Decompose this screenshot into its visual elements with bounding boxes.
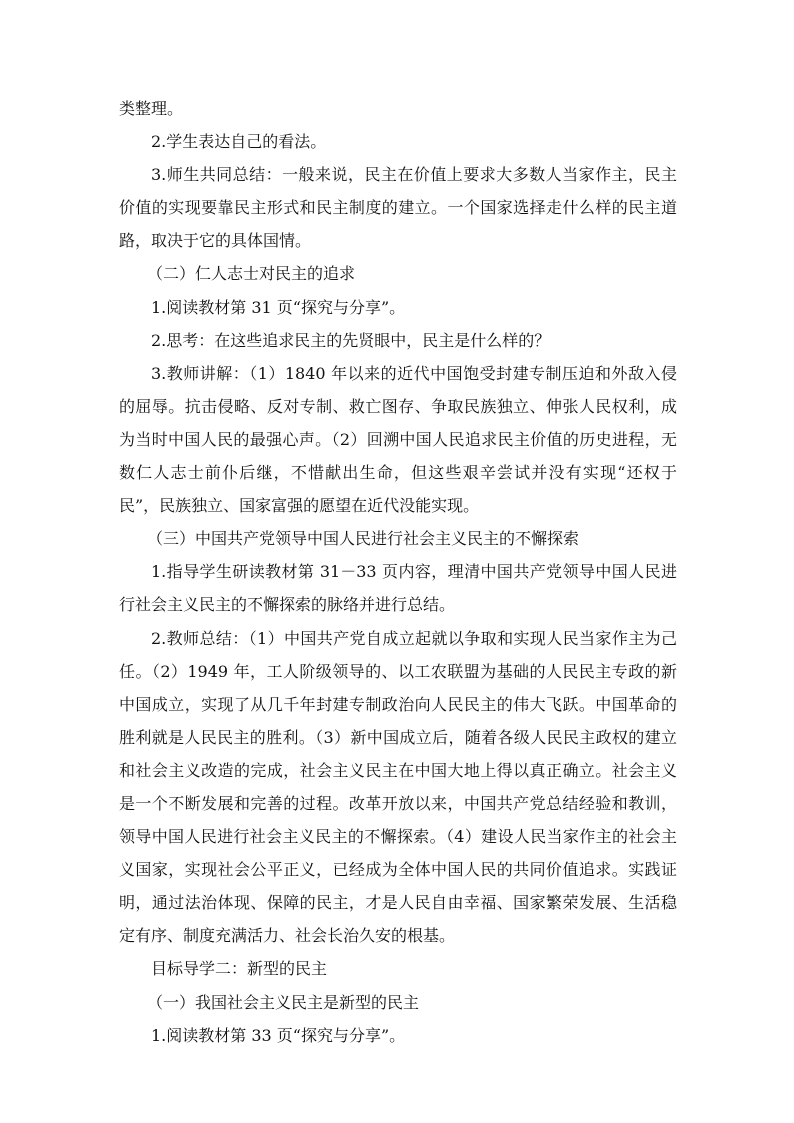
section-heading-new-type: （一）我国社会主义民主是新型的民主 (147, 992, 420, 1012)
section-heading-3: （三）中国共产党领导中国人民进行社会主义民主的不懈探索 (147, 529, 580, 549)
section-heading-2: （二）仁人志士对民主的追求 (147, 264, 356, 284)
paragraph-student-opinions: 2.学生表达自己的看法。 (151, 132, 327, 152)
paragraph-guide-study: 1.指导学生研读教材第 31－33 页内容，理清中国共产党领导中国人民进行社会主义民主的不懈探索的脉络并进行总结。 (119, 562, 677, 615)
paragraph-joint-summary: 3.师生共同总结：一般来说，民主在价值上要求大多数人当家作主，民主价值的实现要靠民主形式和民主制度的建立。一个国家选择走什么样的民主道路，取决于它的具体国情。 (119, 165, 677, 251)
paragraph-teacher-explanation: 3.教师讲解：（1）1840 年以来的近代中国饱受封建专制压迫和外敌入侵的屈辱。抗击侵略、反对专制、救亡图存、争取民族独立、伸张人民权利，成为当时中国人民的最强心声。（2）回溯中国人民追求民主价值的历史进程，无数仁人志士前仆后继，不惜献出生命，但这些艰辛尝试并没有实现“还权于民”，民族独立、国家富强的愿望在近代没能实现。 (119, 363, 677, 516)
document-body (119, 92, 677, 1052)
goal-heading-2: 目标导学二：新型的民主 (151, 959, 328, 979)
paragraph-read-textbook-31: 1.阅读教材第 31 页“探究与分享”。 (151, 297, 406, 317)
paragraph-read-textbook-33: 1.阅读教材第 33 页“探究与分享”。 (151, 1025, 406, 1045)
paragraph-think: 2.思考：在这些追求民主的先贤眼中，民主是什么样的？ (151, 330, 551, 350)
paragraph-continuation: 类整理。 (119, 99, 184, 118)
paragraph-teacher-summary: 2.教师总结：（1）中国共产党自成立起就以争取和实现人民当家作主为己任。（2）1949 年，工人阶级领导的、以工农联盟为基础的人民民主专政的新中国成立，实现了从几千年封建专制政治向人民民主的伟大飞跃。中国革命的胜利就是人民民主的胜利。（3）新中国成立后，随着各级人民民主政权的建立和社会主义改造的完成，社会主义民主在中国大地上得以真正确立。社会主义是一个不断发展和完善的过程。改革开放以来，中国共产党总结经验和教训，领导中国人民进行社会主义民主的不懈探索。（4）建设人民当家作主的社会主义国家，实现社会公平正义，已经成为全体中国人民的共同价值追求。实践证明，通过法治体现、保障的民主，才是人民自由幸福、国家繁荣发展、生活稳定有序、制度充满活力、社会长治久安的根基。 (119, 628, 677, 946)
